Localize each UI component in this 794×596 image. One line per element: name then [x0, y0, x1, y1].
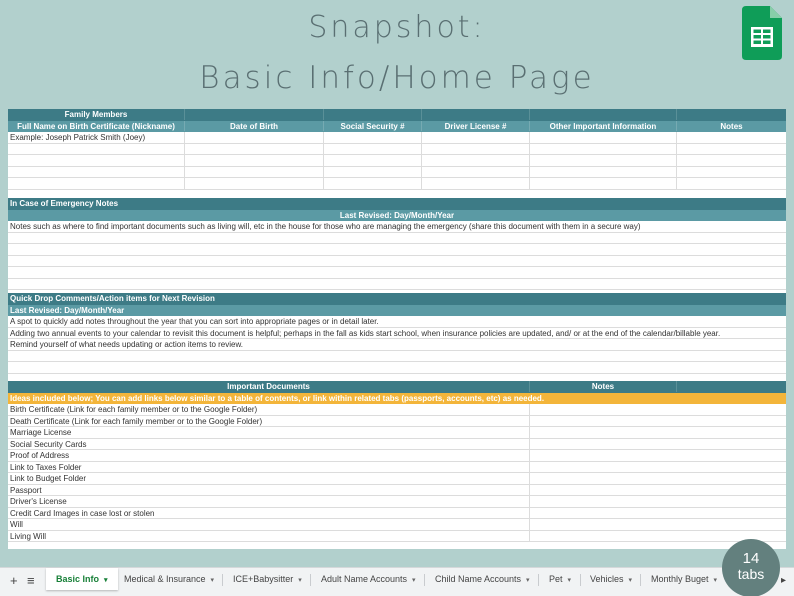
document-item[interactable]: Link to Budget Folder: [8, 473, 530, 484]
table-row[interactable]: [8, 416, 786, 428]
page-title-line2: Basic Info/Home Page: [199, 60, 595, 96]
table-row[interactable]: [8, 178, 786, 190]
tab-vehicles[interactable]: Vehicles ▾: [590, 574, 633, 584]
table-row[interactable]: [8, 531, 786, 543]
chevron-down-icon: ▾: [628, 577, 633, 584]
emergency-section-title: In Case of Emergency Notes: [10, 199, 119, 208]
table-row[interactable]: [8, 339, 786, 351]
column-header[interactable]: Social Security #: [324, 121, 422, 132]
table-row[interactable]: [8, 244, 786, 256]
documents-column-header[interactable]: Important Documents: [8, 381, 530, 392]
table-row[interactable]: [8, 404, 786, 416]
table-row[interactable]: [8, 167, 786, 179]
table-row[interactable]: [8, 316, 786, 328]
quickdrop-last-revised[interactable]: Last Revised: Day/Month/Year: [10, 305, 125, 315]
quickdrop-revised-row: [8, 305, 786, 317]
documents-section-header: [8, 381, 786, 393]
quickdrop-section-header: [8, 293, 786, 305]
table-row[interactable]: [8, 508, 786, 520]
document-item[interactable]: Passport: [8, 485, 530, 496]
chevron-down-icon: ▾: [526, 577, 530, 584]
chevron-down-icon: ▾: [567, 577, 572, 584]
family-column-headers: [8, 121, 786, 133]
family-section-header: [8, 109, 786, 121]
document-item[interactable]: Birth Certificate (Link for each family member or to the Google Folder): [8, 404, 530, 415]
family-section-title: Family Members: [8, 109, 185, 120]
table-row[interactable]: [8, 132, 786, 144]
tab-medical-insurance[interactable]: Medical & Insurance ▾: [124, 574, 215, 584]
column-header[interactable]: Driver License #: [422, 121, 530, 132]
emergency-section-header: [8, 198, 786, 210]
tab-count-label: tabs: [737, 566, 765, 582]
tab-monthly-buget[interactable]: Monthly Buget ▾: [651, 574, 718, 584]
google-sheets-icon: [742, 6, 782, 60]
tab-count: 14: [742, 550, 760, 567]
tab-pet[interactable]: Pet ▾: [549, 574, 572, 584]
table-row[interactable]: [8, 221, 786, 233]
table-row[interactable]: [8, 450, 786, 462]
table-row[interactable]: [8, 462, 786, 474]
table-row[interactable]: [8, 362, 786, 374]
chevron-down-icon: ▾: [210, 577, 215, 584]
table-row[interactable]: [8, 144, 786, 156]
family-example-cell[interactable]: Example: Joseph Patrick Smith (Joey): [8, 132, 185, 143]
column-header[interactable]: Full Name on Birth Certificate (Nickname): [8, 121, 185, 132]
table-row[interactable]: [8, 439, 786, 451]
document-item[interactable]: Credit Card Images in case lost or stolen: [8, 508, 530, 519]
emergency-last-revised[interactable]: Last Revised: Day/Month/Year: [339, 210, 455, 220]
column-header[interactable]: Notes: [720, 121, 743, 131]
chevron-down-icon: ▾: [298, 577, 302, 584]
spreadsheet-grid[interactable]: [8, 109, 786, 549]
table-row[interactable]: [8, 328, 786, 340]
table-row[interactable]: [8, 233, 786, 245]
emergency-note-cell[interactable]: Notes such as where to find important documents such as living will, etc in the house for those who are managing the emergency (share this document with them in a secure way): [10, 222, 641, 231]
table-row[interactable]: [8, 267, 786, 279]
tab-count-badge: [722, 539, 780, 596]
document-item[interactable]: Link to Taxes Folder: [8, 462, 530, 473]
tab-ice-babysitter[interactable]: ICE+Babysitter ▾: [233, 574, 302, 584]
column-header[interactable]: Date of Birth: [185, 121, 324, 132]
document-item[interactable]: Driver's License: [8, 496, 530, 507]
document-item[interactable]: Will: [8, 519, 530, 530]
notes-column-header[interactable]: Notes: [530, 381, 677, 392]
quickdrop-line[interactable]: A spot to quickly add notes throughout the year that you can sort into appropriate pages or in detail later.: [10, 317, 379, 326]
quickdrop-section-title: Quick Drop Comments/Action items for Next Revision: [10, 294, 215, 303]
document-item[interactable]: Marriage License: [8, 427, 530, 438]
quickdrop-line[interactable]: Remind yourself of what needs updating or action items to review.: [10, 340, 244, 349]
document-item[interactable]: Social Security Cards: [8, 439, 530, 450]
document-item[interactable]: Living Will: [8, 531, 530, 542]
sheet-tab-bar: [0, 567, 794, 596]
tab-basic-info[interactable]: Basic Info ▾: [46, 568, 118, 590]
table-row[interactable]: [8, 485, 786, 497]
table-row[interactable]: [8, 519, 786, 531]
table-row[interactable]: [8, 351, 786, 363]
table-row[interactable]: [8, 256, 786, 268]
documents-ideas-text[interactable]: Ideas included below; You can add links below similar to a table of contents, or link within related tabs (passports, accounts, etc) as needed.: [10, 393, 545, 403]
table-row[interactable]: [8, 496, 786, 508]
tab-adult-name-accounts[interactable]: Adult Name Accounts ▾: [321, 574, 416, 584]
all-sheets-menu-icon[interactable]: ≡: [27, 573, 35, 588]
emergency-revised-row: [8, 210, 786, 222]
add-sheet-icon[interactable]: +: [10, 573, 18, 588]
scroll-tabs-right-icon[interactable]: ▸: [781, 575, 787, 586]
document-item[interactable]: Proof of Address: [8, 450, 530, 461]
column-header[interactable]: Other Important Information: [530, 121, 677, 132]
chevron-down-icon: ▾: [713, 577, 718, 584]
chevron-down-icon: ▾: [412, 577, 416, 584]
chevron-down-icon: ▾: [104, 577, 108, 584]
quickdrop-line[interactable]: Adding two annual events to your calendar to revisit this document is helpful; perhaps in the fall as kids start school, when insurance policies are updated, and/ or at the end of the calendar/billable year.: [10, 328, 721, 338]
table-row[interactable]: [8, 155, 786, 167]
tab-child-name-accounts[interactable]: Child Name Accounts ▾: [435, 574, 530, 584]
table-row[interactable]: [8, 427, 786, 439]
page-title-line1: Snapshot:: [308, 10, 486, 45]
table-row[interactable]: [8, 279, 786, 291]
document-item[interactable]: Death Certificate (Link for each family member or to the Google Folder): [8, 416, 530, 427]
documents-ideas-row: [8, 393, 786, 405]
table-row[interactable]: [8, 473, 786, 485]
